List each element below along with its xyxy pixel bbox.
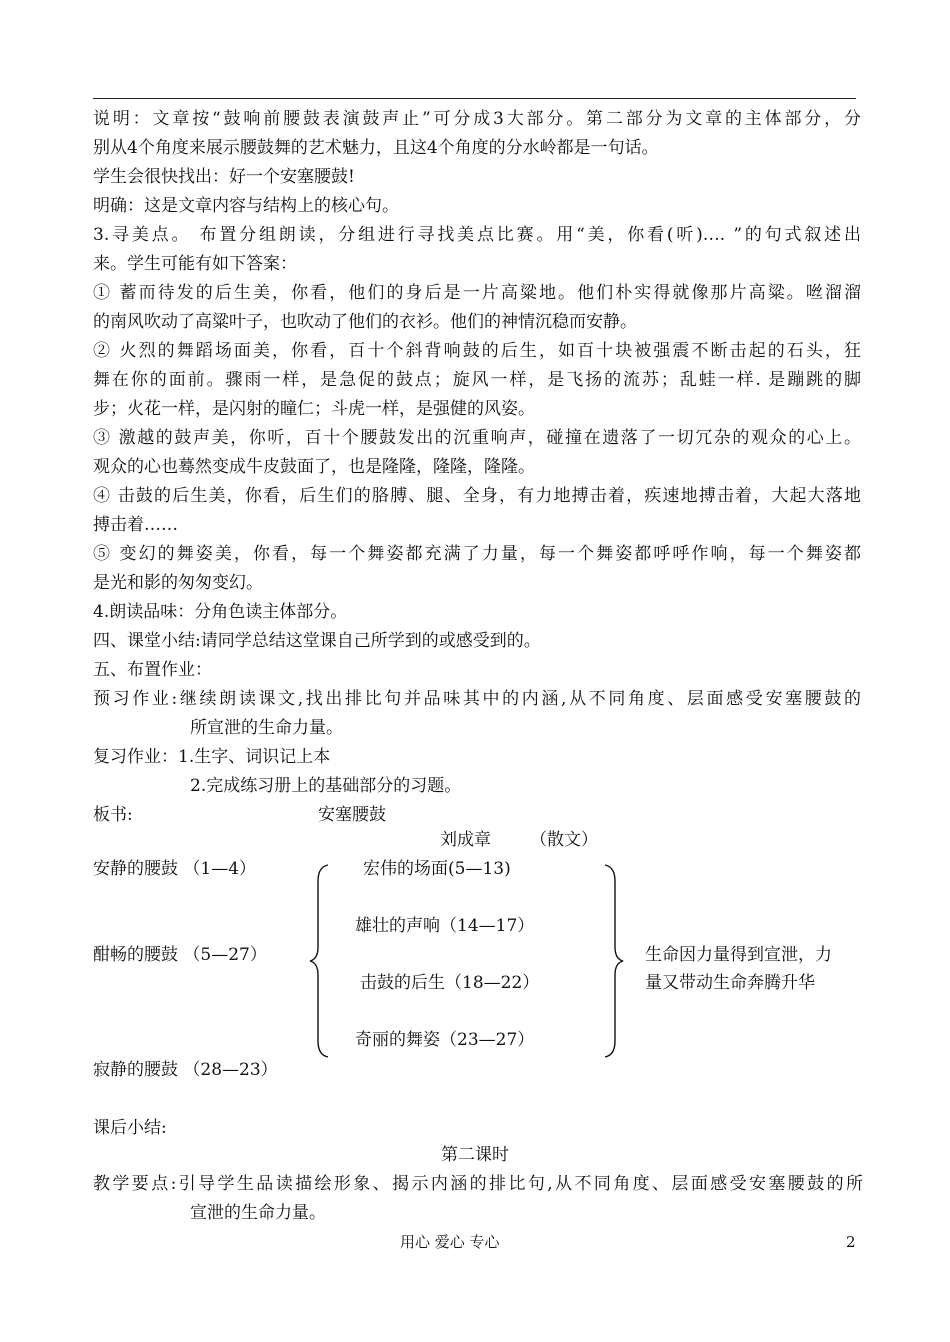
text-line: 宣泄的生命力量。 (190, 1203, 326, 1223)
board-middle-item: 宏伟的场面(5—13) (363, 859, 511, 879)
text-line: 预习作业:继续朗读课文,找出排比句并品味其中的内涵,从不同角度、层面感受安塞腰鼓的 (93, 689, 861, 709)
board-left-item: 寂静的腰鼓 （28—23） (93, 1060, 278, 1080)
board-conclusion: 量又带动生命奔腾升华 (645, 973, 815, 993)
key-points (93, 1170, 863, 1228)
text-line: 别从4个角度来展示腰鼓舞的艺术魅力，且这4个角度的分水岭都是一句话。 (93, 138, 659, 158)
text-line: ④ 击鼓的后生美，你看，后生们的胳膊、腿、全身，有力地搏击着，疾速地搏击着，大起大落地 (93, 486, 861, 506)
text-line: 观众的心也蓦然变成牛皮鼓面了，也是隆隆，隆隆，隆隆。 (93, 457, 535, 477)
board-title: 安塞腰鼓 (318, 805, 386, 825)
board-left-item: 酣畅的腰鼓 （5—27） (93, 945, 267, 965)
text-line: 步；火花一样，是闪射的瞳仁；斗虎一样，是强健的风姿。 (93, 399, 535, 419)
text-line: 学生会很快找出：好一个安塞腰鼓! (93, 167, 355, 187)
text-line: 3.寻美点。 布置分组朗读，分组进行寻找美点比赛。用“美，你看(听)…. ”的句式叙述出 (93, 225, 861, 245)
text-line: 明确：这是文章内容与结构上的核心句。 (93, 196, 399, 216)
after-class-summary (93, 1114, 863, 1143)
right-brace (601, 863, 625, 1059)
text-line: 四、课堂小结:请同学总结这堂课自己所学到的或感受到的。 (93, 631, 541, 651)
page-footer (0, 1228, 950, 1257)
lesson-heading (0, 1141, 950, 1170)
text-line: 教学要点:引导学生品读描绘形象、揭示内涵的排比句,从不同角度、层面感受安塞腰鼓的所 (93, 1174, 863, 1194)
board-left-item: 安静的腰鼓 （1—4） (93, 859, 257, 879)
page-number: 2 (846, 1233, 856, 1251)
text-line: 复习作业：1.生字、词识记上本 (93, 747, 331, 767)
summary-label: 课后小结: (93, 1118, 167, 1138)
lesson-title: 第二课时 (441, 1145, 509, 1165)
text-line: 所宣泄的生命力量。 (190, 718, 343, 738)
board-middle-item: 雄壮的声响（14—17） (355, 916, 535, 936)
text-line: 4.朗读品味：分角色读主体部分。 (93, 602, 348, 622)
text-line: 是光和影的匆匆变幻。 (93, 573, 263, 593)
board-conclusion: 生命因力量得到宣泄，力 (645, 945, 832, 965)
text-line: 来。学生可能有如下答案： (93, 254, 297, 274)
board-author: 刘成章 (440, 830, 491, 850)
text-line: 的南风吹动了高粱叶子，也吹动了他们的衣衫。他们的神情沉稳而安静。 (93, 312, 637, 332)
text-line: 搏击着…… (93, 515, 178, 535)
text-line: ② 火烈的舞蹈场面美，你看，百十个斜背响鼓的后生，如百十块被强震不断击起的石头，狂 (93, 341, 861, 361)
body-text (93, 105, 861, 801)
footer-motto: 用心 爱心 专心 (400, 1233, 500, 1251)
board-middle-item: 击鼓的后生（18—22） (360, 973, 540, 993)
text-line: 说明：文章按“鼓响前腰鼓表演鼓声止”可分成3大部分。第二部分为文章的主体部分，分 (93, 109, 861, 129)
text-line: 舞在你的面前。骤雨一样，是急促的鼓点；旋风一样，是飞扬的流苏；乱蛙一样. 是蹦跳的脚 (93, 370, 861, 390)
text-line: ③ 激越的鼓声美，你听，百十个腰鼓发出的沉重响声，碰撞在遗落了一切冗杂的观众的心上。 (93, 428, 861, 448)
text-line: 五、布置作业： (93, 660, 212, 680)
board-middle-item: 奇丽的舞姿（23—27） (355, 1030, 535, 1050)
board-genre: （散文） (530, 830, 598, 850)
blackboard-outline (93, 801, 863, 1101)
text-line: 2.完成练习册上的基础部分的习题。 (190, 776, 462, 796)
left-brace (308, 863, 332, 1059)
text-line: ① 蓄而待发的后生美，你看，他们的身后是一片高粱地。他们朴实得就像那片高粱。咝溜溜 (93, 283, 861, 303)
board-label: 板书: (93, 805, 133, 825)
header-rule (93, 98, 856, 99)
text-line: ⑤ 变幻的舞姿美，你看，每一个舞姿都充满了力量，每一个舞姿都呼呼作响，每一个舞姿都 (93, 544, 861, 564)
